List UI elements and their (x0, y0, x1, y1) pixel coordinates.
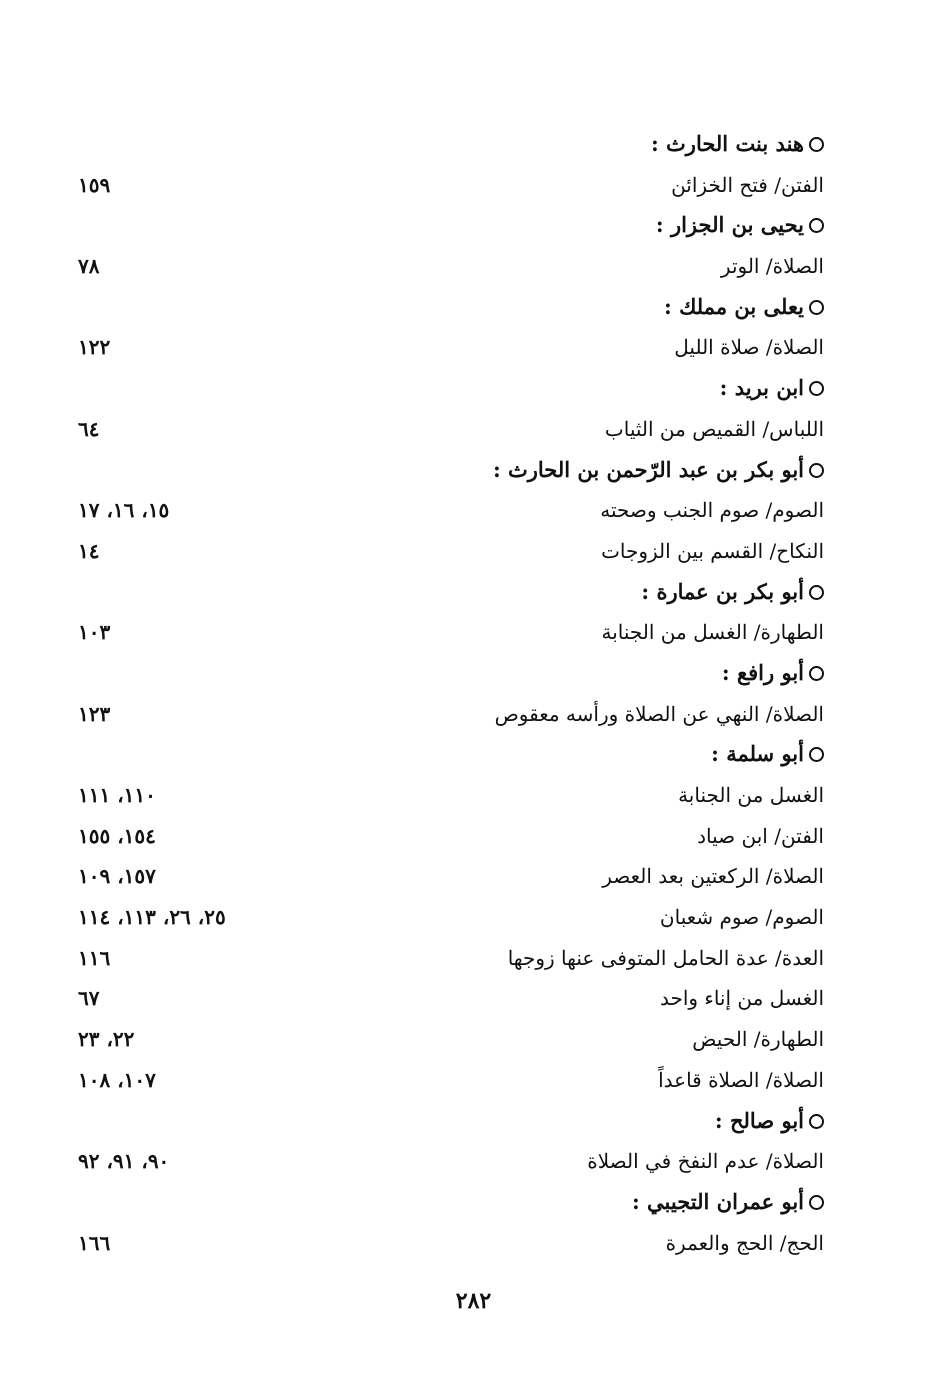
topic-row (60, 978, 824, 1019)
page-references: ١٠٣ (78, 620, 111, 645)
topic-row (60, 409, 824, 450)
narrator-name (656, 205, 824, 246)
topic-row (60, 165, 824, 206)
narrator-name-text: ابن بريد : (719, 375, 804, 401)
topic-label: الصلاة/ صلاة الليل (674, 335, 824, 360)
narrator-heading (60, 368, 824, 409)
topic-row (60, 490, 824, 531)
circle-bullet-icon (809, 137, 824, 152)
page-references: ١٠٧، ١٠٨ (78, 1067, 156, 1092)
page-references: ٩٠، ٩١، ٩٢ (78, 1149, 170, 1174)
narrator-name-text: أبو سلمة : (711, 741, 804, 767)
topic-row (60, 1060, 824, 1101)
topic-row (60, 856, 824, 897)
narrator-name-text: أبو صالح : (714, 1107, 804, 1133)
topic-row (60, 246, 824, 287)
narrator-index-list (60, 124, 824, 1263)
narrator-heading (60, 287, 824, 328)
circle-bullet-icon (809, 300, 824, 315)
topic-row (60, 1223, 824, 1264)
page-references: ٦٧ (78, 986, 100, 1011)
narrator-name-text: يعلى بن مملك : (664, 293, 804, 319)
page-references: ٦٤ (78, 416, 100, 441)
circle-bullet-icon (809, 463, 824, 478)
page-references: ١٥٧، ١٠٩ (78, 864, 156, 889)
topic-label: الطهارة/ الغسل من الجنابة (601, 620, 824, 645)
narrator-name (651, 124, 824, 165)
topic-row (60, 531, 824, 572)
page-references: ٢٢، ٢٣ (78, 1027, 135, 1052)
narrator-name-text: هند بنت الحارث : (650, 131, 804, 156)
topic-label: الطهارة/ الحيض (692, 1027, 824, 1052)
circle-bullet-icon (809, 585, 824, 600)
narrator-name-text: يحيى بن الجزار : (655, 212, 804, 238)
page-references: ١٥٩ (78, 172, 111, 197)
topic-label: النكاح/ القسم بين الزوجات (601, 538, 824, 563)
circle-bullet-icon (809, 381, 824, 396)
circle-bullet-icon (809, 1195, 824, 1210)
topic-row (60, 816, 824, 857)
narrator-name (632, 1182, 824, 1223)
page-references: ٢٥، ٢٦، ١١٣، ١١٤ (78, 905, 226, 930)
topic-row (60, 897, 824, 938)
topic-label: اللباس/ القميص من الثياب (604, 416, 824, 441)
narrator-heading (60, 205, 824, 246)
narrator-heading (60, 124, 824, 165)
topic-label: الصوم/ صوم شعبان (659, 905, 824, 930)
page-references: ١٦٦ (78, 1230, 111, 1255)
topic-row (60, 1141, 824, 1182)
circle-bullet-icon (809, 1114, 824, 1129)
topic-label: الصلاة/ الوتر (720, 254, 824, 279)
page-references: ٧٨ (78, 254, 100, 279)
narrator-heading (60, 450, 824, 491)
page-references: ١٤ (78, 538, 100, 563)
topic-row (60, 1019, 824, 1060)
narrator-name (722, 653, 824, 694)
page-references: ١٥٤، ١٥٥ (78, 823, 156, 848)
topic-label: الصلاة/ الصلاة قاعداً (658, 1067, 824, 1092)
circle-bullet-icon (809, 218, 824, 233)
topic-label: الصلاة/ النهي عن الصلاة ورأسه معقوص (494, 701, 824, 726)
topic-row (60, 327, 824, 368)
narrator-name-text: أبو رافع : (721, 659, 804, 685)
narrator-name (493, 450, 824, 491)
narrator-name-text: أبو عمران التجيبي : (631, 1188, 804, 1214)
topic-label: الفتن/ ابن صياد (697, 823, 824, 848)
topic-row (60, 612, 824, 653)
page-references: ١٢٢ (78, 335, 111, 360)
narrator-name (664, 287, 824, 328)
topic-label: الفتن/ فتح الخزائن (671, 172, 824, 197)
topic-label: العدة/ عدة الحامل المتوفى عنها زوجها (507, 945, 824, 970)
narrator-name (715, 1101, 824, 1142)
circle-bullet-icon (809, 666, 824, 681)
page-number: ٢٨٢ (455, 1288, 492, 1314)
page-references: ١٢٣ (78, 701, 111, 726)
narrator-heading (60, 572, 824, 613)
narrator-name (641, 572, 824, 613)
topic-label: الغسل من الجنابة (678, 783, 824, 807)
topic-label: الصوم/ صوم الجنب وصحته (600, 498, 824, 523)
topic-label: الصلاة/ عدم النفخ في الصلاة (587, 1149, 824, 1174)
topic-row (60, 694, 824, 735)
circle-bullet-icon (809, 747, 824, 762)
topic-label: الحج/ الحج والعمرة (665, 1230, 824, 1255)
page-references: ١١٦ (78, 945, 111, 970)
page-references: ١١٠، ١١١ (78, 783, 156, 807)
narrator-name (720, 368, 824, 409)
narrator-name-text: أبو بكر بن عمارة : (641, 578, 804, 604)
narrator-heading (60, 653, 824, 694)
topic-label: الصلاة/ الركعتين بعد العصر (602, 864, 824, 889)
narrator-heading (60, 1101, 824, 1142)
narrator-heading (60, 734, 824, 775)
topic-row (60, 938, 824, 979)
page-references: ١٥، ١٦، ١٧ (78, 498, 170, 523)
topic-row (60, 775, 824, 816)
narrator-heading (60, 1182, 824, 1223)
narrator-name (711, 734, 824, 775)
narrator-name-text: أبو بكر بن عبد الرّحمن بن الحارث : (492, 456, 804, 482)
topic-label: الغسل من إناء واحد (660, 986, 824, 1011)
